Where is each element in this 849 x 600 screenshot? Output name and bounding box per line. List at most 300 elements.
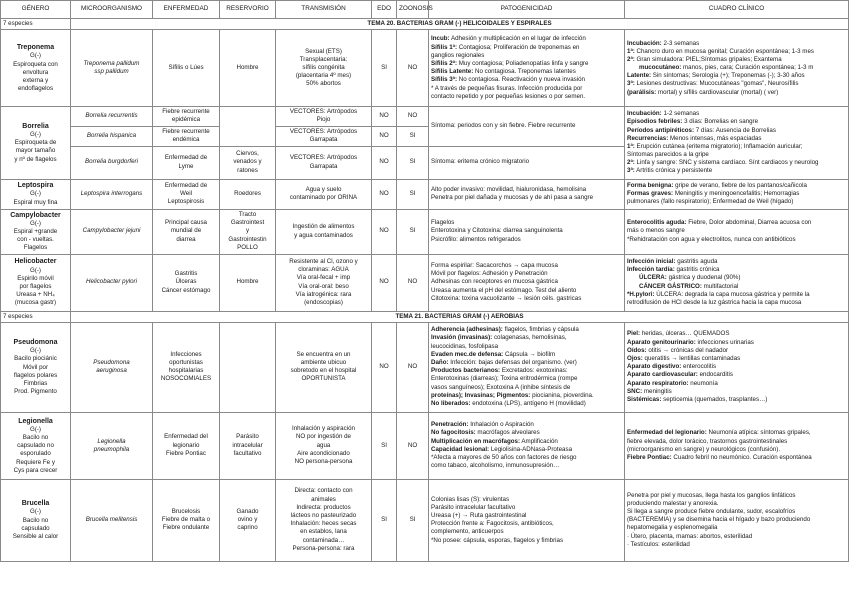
text-line: Vía iatrogénica: rara <box>295 290 352 298</box>
microorganism-cell: Helicobacter pylori <box>71 254 153 311</box>
clinical-cell <box>625 254 849 311</box>
reservoir-cell: Roedores <box>220 179 276 209</box>
text-line: NOSOCOMIALES <box>160 375 212 383</box>
text-line: Principal causa <box>165 219 207 227</box>
clinical-cell <box>625 30 849 107</box>
text-line: envoltura <box>22 68 49 76</box>
text-line: endoflagelos <box>17 85 54 93</box>
text-line: Ganado <box>236 507 259 515</box>
text-line: Legionella <box>18 417 53 425</box>
text-line: G(-) <box>30 190 41 198</box>
text-line: G(-) <box>30 347 41 355</box>
text-line: Tracto <box>238 211 257 219</box>
text-line: NO por ingestión de <box>295 433 352 441</box>
genus-cell <box>1 30 71 107</box>
text-line: 3ª: Artritis crónica y persistente <box>627 167 713 175</box>
text-line: Enfermedad de <box>164 181 208 189</box>
text-line: Adhesinas con receptores en mucosa gástrica <box>431 278 558 286</box>
text-line: Fiebre recurrente <box>162 108 210 116</box>
text-line: Oídos: otitis → crónicas del nadador <box>627 346 729 354</box>
microorganism-cell: Leptospira interrogans <box>71 179 153 209</box>
text-line: sobretodo en el hospital <box>290 367 357 375</box>
text-line: Si llega a sangre produce fiebre ondulante, sudor, escalofríos <box>627 507 796 515</box>
text-line: Aire acondicionado <box>297 449 350 457</box>
disease-cell <box>153 126 220 146</box>
section-count: 7 especies <box>1 19 71 30</box>
text-line: *H.pylori: ÚLCERA: degrada la capa mucosa gástrica y permite la <box>627 290 810 298</box>
text-line: Daño: Infección: bajas defensas del organismo. (ver) <box>431 359 577 367</box>
transmission-cell <box>276 322 372 412</box>
text-line: G(-) <box>30 131 41 139</box>
text-line: Transplacentaria: <box>299 55 348 63</box>
text-line: más o menos sangre <box>627 227 685 235</box>
pathogenicity-cell <box>429 179 625 209</box>
text-line: ÚLCERA: gástrica y duodenal (90%) <box>639 274 741 282</box>
genus-cell <box>1 209 71 254</box>
text-line: Espiroqueta de <box>14 139 57 147</box>
text-line: (endoscopias) <box>304 298 343 306</box>
text-line: 2ª: Linfa y sangre: SNC y sistema cardíaco. Sínt cardiacos y neurolog <box>627 159 819 167</box>
text-line: Resistente al Cl, ozono y <box>289 257 358 265</box>
text-line: Prod. Pigmento <box>14 388 57 396</box>
text-line: Capacidad lesional: Legiolisina-ADNasa-Proteasa <box>431 445 573 453</box>
microorganism-cell: Campylobacter jejuni <box>71 209 153 254</box>
pathogenicity-cell <box>429 479 625 561</box>
table-row <box>1 107 849 126</box>
text-line: y nº de flagelos <box>14 155 57 163</box>
text-line: Multiplicación en macrófagos: Amplificación <box>431 437 558 445</box>
text-line: Ureasa (+) → Ruta gastrointestinal <box>431 512 527 520</box>
disease-cell <box>153 322 220 412</box>
text-line: Síntomas parecidos a la gripe <box>627 151 709 159</box>
transmission-cell <box>276 30 372 107</box>
text-line: como tabaco, alcoholismo, inmunosupresión… <box>431 462 560 470</box>
text-line: Garrapata <box>309 162 338 170</box>
text-line: proteínas); Invasinas; Pigmentos: piocianina, pioverdina. <box>431 391 594 399</box>
transmission-cell <box>276 126 372 146</box>
edo-cell: SI <box>372 412 397 479</box>
text-line: Pseudomona <box>93 359 130 367</box>
text-line: pulmonares (fallo respiratorio); Enfermedad de Weil (hígado) <box>627 198 794 206</box>
text-line: mundial de <box>170 227 202 235</box>
text-line: *Afecta a mayores de 50 años con factores de riesgo <box>431 453 577 461</box>
table-row <box>1 179 849 209</box>
transmission-cell <box>276 412 372 479</box>
text-line: No fagocitosis: macrófagos alveolares <box>431 429 540 437</box>
header-patogenicidad: PATOGENICIDAD <box>429 1 625 19</box>
text-line: Agua y suelo <box>305 185 342 193</box>
text-line: mucocutáneo: manos, pies, cara; Curación espontánea; 1-3 m <box>639 64 814 72</box>
microorganism-cell: Brucella melitensis <box>71 479 153 561</box>
clinical-cell <box>625 107 849 179</box>
text-line: Úlceras <box>175 278 197 286</box>
reservoir-cell: Hombre <box>220 254 276 311</box>
section-row <box>1 311 849 322</box>
transmission-cell <box>276 209 372 254</box>
transmission-cell <box>276 107 372 126</box>
text-line: Fiebre Pontiac <box>166 449 206 457</box>
text-line: · Útero, placenta, mamas: abortos, esterilidad <box>627 532 753 540</box>
reservoir-cell <box>220 322 276 412</box>
text-line: Espiral muy fina <box>13 198 58 206</box>
text-line: Aparato respiratorio: neumonía <box>627 379 718 387</box>
edo-cell: NO <box>372 254 397 311</box>
text-line: Flagelos <box>23 244 48 252</box>
text-line: fiebre elevada, dolor torácico, trastornos gastrointestinales <box>627 437 788 445</box>
text-line: Aparato digestivo: enterocolitis <box>627 363 717 371</box>
text-line: (parálisis: mortal) y sífilis cardiovascular (mortal) ( ver) <box>627 88 779 96</box>
clinical-cell <box>625 209 849 254</box>
text-line: Cys para crecer <box>13 466 58 474</box>
text-line: Sexual (ETS) <box>305 47 342 55</box>
reservoir-cell <box>220 209 276 254</box>
pathogenicity-cell <box>429 209 625 254</box>
microorganism-cell <box>71 412 153 479</box>
text-line: Fiebre de malta o <box>161 516 211 524</box>
text-line: Bacilo no <box>22 516 49 524</box>
zoonosis-cell: SI <box>397 179 429 209</box>
text-line: 50% abortos <box>306 80 341 88</box>
text-line: ratones <box>237 166 258 174</box>
text-line: produciendo malestar y anorexia. <box>627 499 719 507</box>
text-line: Colonias lisas (S): virulentas <box>431 495 510 503</box>
microorganism-cell: Borrelia hispanica <box>71 126 153 146</box>
text-line: endémica <box>172 136 200 144</box>
text-line: Sistémicas: septicemia (quemados, trasplantes…) <box>627 395 768 403</box>
text-line: y agua contaminados <box>294 231 353 239</box>
text-line: * A través de pequeñas fisuras. Infección producida por <box>431 84 583 92</box>
text-line: Enterotoxinas (diarreas); Toxina eritrodérmica (rompe <box>431 375 578 383</box>
text-line: *No posee: cápsula, esporas, flagelos y fimbrias <box>431 536 564 544</box>
header-edo: EDO <box>372 1 397 19</box>
text-line: intracelular <box>232 441 263 449</box>
text-line: Alto poder invasivo: movilidad, hialuronidasa, hemolisina <box>431 185 587 193</box>
text-line: Espirilo móvil <box>17 274 54 282</box>
disease-cell <box>153 209 220 254</box>
text-line: Sífilis 3ª: No contagiosa. Reactivación y nueva invasión <box>431 76 585 84</box>
reservoir-cell <box>220 107 276 146</box>
clinical-cell <box>625 179 849 209</box>
table-row <box>1 322 849 412</box>
text-line: facultativo <box>233 449 262 457</box>
text-line: CÁNCER GÁSTRICO: multifactorial <box>639 282 739 290</box>
zoonosis-cell: SI <box>397 146 429 179</box>
table-row <box>1 209 849 254</box>
edo-cell: NO <box>372 146 397 179</box>
text-line: Infección tardía: gastritis crónica <box>627 266 720 274</box>
text-line: Sífilis 2ª: Muy contagiosa; Poliadenopatías linfa y sangre <box>431 60 589 67</box>
text-line: Pseudomona <box>13 339 58 347</box>
pathogenicity-cell <box>429 322 625 412</box>
text-line: Períodos antipiréticos: 7 días: Ausencia de Borrelias <box>627 126 776 134</box>
text-line: *Rehidratación con agua y electrolitos, nunca con antibióticos <box>627 235 796 243</box>
text-line: contaminada… <box>302 536 345 544</box>
text-line: Psicrófilo: alimentos refrigerados <box>431 235 521 243</box>
text-line: (microorganismo en sangre) y neurológicos (confusión). <box>627 445 781 453</box>
microorganism-cell <box>71 322 153 412</box>
text-line: Infección inicial: gastritis aguda <box>627 257 718 265</box>
text-line: Helicobacter <box>14 258 57 266</box>
header-microorganismo: MICROORGANISMO <box>71 1 153 19</box>
text-line: Fiebre Pontiac: Cuadro febril no neumónico. Curación espontánea <box>627 453 812 461</box>
text-line: Infecciones <box>170 350 202 358</box>
edo-cell: NO <box>372 107 397 126</box>
genus-cell <box>1 179 71 209</box>
text-line: Productos bacterianos: Excretados: exotoxinas: <box>431 367 568 375</box>
text-line: Ureasa aumenta el pH del estómago. Test del aliento <box>431 286 577 294</box>
disease-cell: Sífilis o Lúes <box>153 30 220 107</box>
text-line: agua <box>316 441 331 449</box>
text-line: Fiebre recurrente <box>162 127 210 135</box>
text-line: Vía oral-oral: beso <box>298 282 349 290</box>
text-line: Fiebre ondulante <box>162 524 210 532</box>
text-line: ambiente ubicuo <box>300 359 347 367</box>
text-line: y <box>245 227 250 235</box>
transmission-cell <box>276 179 372 209</box>
section-title: TEMA 21. BACTERIAS GRAM (-) AEROBIAS <box>71 311 849 322</box>
disease-cell <box>153 146 220 179</box>
text-line: Incub: Adhesión y multiplicación en el lugar de infección <box>431 35 586 43</box>
text-line: caprino <box>237 524 258 532</box>
text-line: Se encuentra en un <box>296 350 351 358</box>
text-line: Cáncer estómago <box>161 286 211 294</box>
text-line: diarrea <box>176 235 196 243</box>
text-line: (mucosa gastr) <box>14 299 57 307</box>
text-line: Enterocolitis aguda: Fiebre, Dolor abdominal, Diarrea acuosa con <box>627 219 812 227</box>
table-row <box>1 30 849 107</box>
text-line: Ingestión de alimentos <box>292 223 355 231</box>
text-line: OPORTUNISTA <box>301 375 346 383</box>
text-line: Sensible al calor <box>12 533 59 541</box>
text-line: animales <box>311 495 336 503</box>
section-row <box>1 19 849 30</box>
text-line: Gastritis <box>174 270 198 278</box>
text-line: Parásito intracelular facultativo <box>431 503 516 511</box>
text-line: Protección frente a: Fagocitosis, antibióticos, <box>431 520 554 528</box>
text-line: Sífilis 1ª: Contagiosa; Proliferación de treponemas en <box>431 43 580 51</box>
text-line: VECTORES: Artrópodos <box>289 127 358 135</box>
text-line: capsulado no <box>17 442 54 450</box>
edo-cell: SI <box>372 30 397 107</box>
text-line: Legionella <box>97 437 126 445</box>
header-transmision: TRANSMISIÓN <box>276 1 372 19</box>
edo-cell: NO <box>372 126 397 146</box>
text-line: Aparato genitourinario: infecciones urinarias <box>627 338 754 346</box>
text-line: 3ª: Lesiones destructivas: Mucocutáneas "gomas", Neurosífilis <box>627 80 799 88</box>
zoonosis-cell: SI <box>397 126 429 146</box>
text-line: (placentaria 4º mes) <box>295 72 352 80</box>
text-line: flagelos polares <box>13 371 58 379</box>
text-line: Inhalación: heces secas <box>290 520 357 528</box>
text-line: Brucella <box>21 500 50 508</box>
text-line: Latente: Sin síntomas; Serología (+); Treponemas (-); 3-30 años <box>627 72 805 80</box>
text-line: Ureasa + NH₄ <box>16 291 55 299</box>
text-line: pneumophila <box>93 445 130 453</box>
text-line: · Testículos: esterilidad <box>627 540 690 548</box>
text-line: Piojo <box>316 116 331 124</box>
transmission-cell <box>276 254 372 311</box>
pathogenicity-cell <box>429 412 625 479</box>
text-line: No liberados: endotoxina (LPS), antígeno H (movilidad) <box>431 399 586 407</box>
disease-cell <box>153 179 220 209</box>
text-line: capsulado <box>21 524 50 532</box>
text-line: 1ª: Erupción cutánea (eritema migratorio); Inflamación auricular; <box>627 142 803 150</box>
text-line: Indirecta: productos <box>296 503 351 511</box>
text-line: Lyme <box>178 162 194 170</box>
text-line: Weil <box>180 189 192 197</box>
section-title: TEMA 20. BACTERIAS GRAM (-) HELICOIDALES Y ESPIRALES <box>71 19 849 30</box>
text-line: Enfermedad del <box>164 433 208 441</box>
genus-cell <box>1 254 71 311</box>
reservoir-cell <box>220 146 276 179</box>
edo-cell: NO <box>372 179 397 209</box>
text-line: Gastrointestin <box>228 235 267 243</box>
text-line: Ciervos, <box>236 150 259 158</box>
text-line: epidémica <box>171 116 201 124</box>
transmission-cell <box>276 479 372 561</box>
text-line: retrodifusión de HCl desde la luz gástrica hacia la capa mucosa <box>627 298 802 306</box>
text-line: sífilis congénita <box>302 64 345 72</box>
text-line: Incubación: 2-3 semanas <box>627 39 700 47</box>
text-line: mayor tamaño <box>15 147 56 155</box>
text-line: 1ª: Chancro duro en mucosa genital; Curación espontánea; 1-3 mes <box>627 47 814 55</box>
text-line: Inhalación y aspiración <box>292 425 355 433</box>
text-line: cloraminas: AGUA <box>298 266 349 274</box>
text-line: VECTORES: Artrópodos <box>289 154 358 162</box>
disease-cell <box>153 479 220 561</box>
text-line: Recurrencias: Menos intensas, más espaciadas <box>627 134 762 142</box>
text-line: en establos, lana <box>300 528 347 536</box>
text-line: 2ª: Gran simuladora: PIEL;Síntomas gripales; Exantema <box>627 55 782 63</box>
zoonosis-cell: NO <box>397 107 429 126</box>
pathogenicity-cell <box>429 254 625 311</box>
text-line: Treponema pallidum <box>83 60 140 67</box>
text-line: Campylobacter <box>10 211 61 219</box>
text-line: Bacilo piociánic <box>14 355 57 363</box>
zoonosis-cell: NO <box>397 254 429 311</box>
header-zoonosis: ZOONOSIS <box>397 1 429 19</box>
reservoir-cell <box>220 412 276 479</box>
genus-cell <box>1 322 71 412</box>
text-line: Flagelos <box>431 219 455 227</box>
text-line: esporulado <box>20 450 51 458</box>
text-line: hepatomegalia y esplenomegalia <box>627 524 718 532</box>
transmission-cell <box>276 146 372 179</box>
text-line: Incubación: 1-2 semanas <box>627 110 700 118</box>
text-line: Directa: contacto con <box>294 487 353 495</box>
text-line: Evaden mec.de defensa: Cápsula → biofilm <box>431 350 556 358</box>
genus-cell <box>1 479 71 561</box>
text-line: Gastrointest <box>230 219 265 227</box>
text-line: Enfermedad del legionario: Neumonía atípica: síntomas gripales, <box>627 429 811 437</box>
text-line: Enfermedad de <box>164 154 208 162</box>
table-row <box>1 254 849 311</box>
pathogenicity-cell: Síntoma: periodos con y sin fiebre. Fiebre recurrente <box>429 107 625 146</box>
text-line: SNC: meningitis <box>627 387 672 395</box>
text-line: ssp pallidum <box>94 68 129 76</box>
text-line: Episodios febriles: 3 días: Borrelias en sangre <box>627 118 759 126</box>
table-row <box>1 412 849 479</box>
header-cuadro-clinico: CUADRO CLÍNICO <box>625 1 849 19</box>
header-enfermedad: ENFERMEDAD <box>153 1 220 19</box>
text-line: Penetra por piel y mucosas, llega hasta los ganglios linfáticos <box>627 491 796 499</box>
text-line: contaminado por ORINA <box>289 194 358 202</box>
text-line: Forma espirilar: Sacacorchos → capa mucosa <box>431 262 558 270</box>
clinical-cell <box>625 412 849 479</box>
text-line: contacto repetido y por pequeñas lesiones o por semen. <box>431 92 586 100</box>
clinical-cell <box>625 322 849 412</box>
text-line: Forma benigna: gripe de verano, fiebre de los pantanos/cañicola <box>627 181 807 189</box>
text-line: legionario <box>172 441 200 449</box>
text-line: Garrapata <box>309 136 338 144</box>
text-line: VECTORES: Artrópodos <box>289 108 358 116</box>
text-line: externa y <box>22 76 49 84</box>
text-line: ganglios regionales <box>431 51 485 59</box>
text-line: ovino y <box>237 516 258 524</box>
text-line: Espiral +grande <box>13 227 58 235</box>
disease-cell <box>153 107 220 126</box>
text-line: POLLO <box>237 243 258 251</box>
clinical-cell <box>625 479 849 561</box>
text-line: Móvil por <box>22 363 49 371</box>
text-line: (BACTEREMIA) y se disemina hacia el hígado y bazo produciendo <box>627 516 811 524</box>
text-line: venados y <box>233 158 262 166</box>
text-line: Formas graves: Meningitis y meningoencefalitis; Hemorragias <box>627 189 800 197</box>
genus-cell <box>1 412 71 479</box>
text-line: Ojos: queratitis → lentillas contaminadas <box>627 354 741 362</box>
text-line: aeruginosa <box>96 367 127 375</box>
reservoir-cell: Hombre <box>220 30 276 107</box>
table-row <box>1 479 849 561</box>
microorganism-cell <box>71 30 153 107</box>
pathogenicity-cell: Síntoma: eritema crónico migratorio <box>429 146 625 179</box>
text-line: Adherencia (adhesinas): flagelos, fimbrias y cápsula <box>431 326 579 334</box>
text-line: Citotoxina: toxina vacuolizante → lesión céls. gastricas <box>431 294 582 302</box>
header-genero: GÉNERO <box>1 1 71 19</box>
genus-cell <box>1 107 71 179</box>
text-line: Sífilis Latente: No contagiosa. Treponemas latentes <box>431 68 576 76</box>
text-line: Invasión (invasinas): colagenasas, hemolisinas, <box>431 334 567 342</box>
zoonosis-cell: NO <box>397 412 429 479</box>
edo-cell: NO <box>372 322 397 412</box>
zoonosis-cell: SI <box>397 479 429 561</box>
text-line: Treponema <box>16 44 55 52</box>
zoonosis-cell: NO <box>397 30 429 107</box>
text-line: Fimbrias <box>23 380 48 388</box>
text-line: oportunistas <box>169 359 203 367</box>
text-line: Brucelosis <box>171 507 201 515</box>
text-line: Parásito <box>236 433 259 441</box>
text-line: Enterotoxina y Citotoxina: diarrea sanguinolenta <box>431 227 563 235</box>
disease-cell <box>153 254 220 311</box>
text-line: lácteos no pasteurizado <box>290 512 357 520</box>
text-line: Persona-persona: rara <box>292 544 355 552</box>
reservoir-cell <box>220 479 276 561</box>
pathogenicity-cell <box>429 30 625 107</box>
text-line: G(-) <box>30 508 41 516</box>
disease-cell <box>153 412 220 479</box>
text-line: Móvil por flagelos: Adhesión y Penetración <box>431 270 548 278</box>
microorganism-cell: Borrelia recurrentis <box>71 107 153 126</box>
text-line: Penetra por piel dañada y mucosas y de ahí pasa a sangre <box>431 194 594 202</box>
text-line: G(-) <box>30 52 41 60</box>
header-reservorio: RESERVORIO <box>220 1 276 19</box>
edo-cell: NO <box>372 209 397 254</box>
zoonosis-cell: NO <box>397 322 429 412</box>
text-line: G(-) <box>30 219 41 227</box>
text-line: Bacilo no <box>22 433 49 441</box>
text-line: Vía oral-fecal + imp <box>296 274 351 282</box>
